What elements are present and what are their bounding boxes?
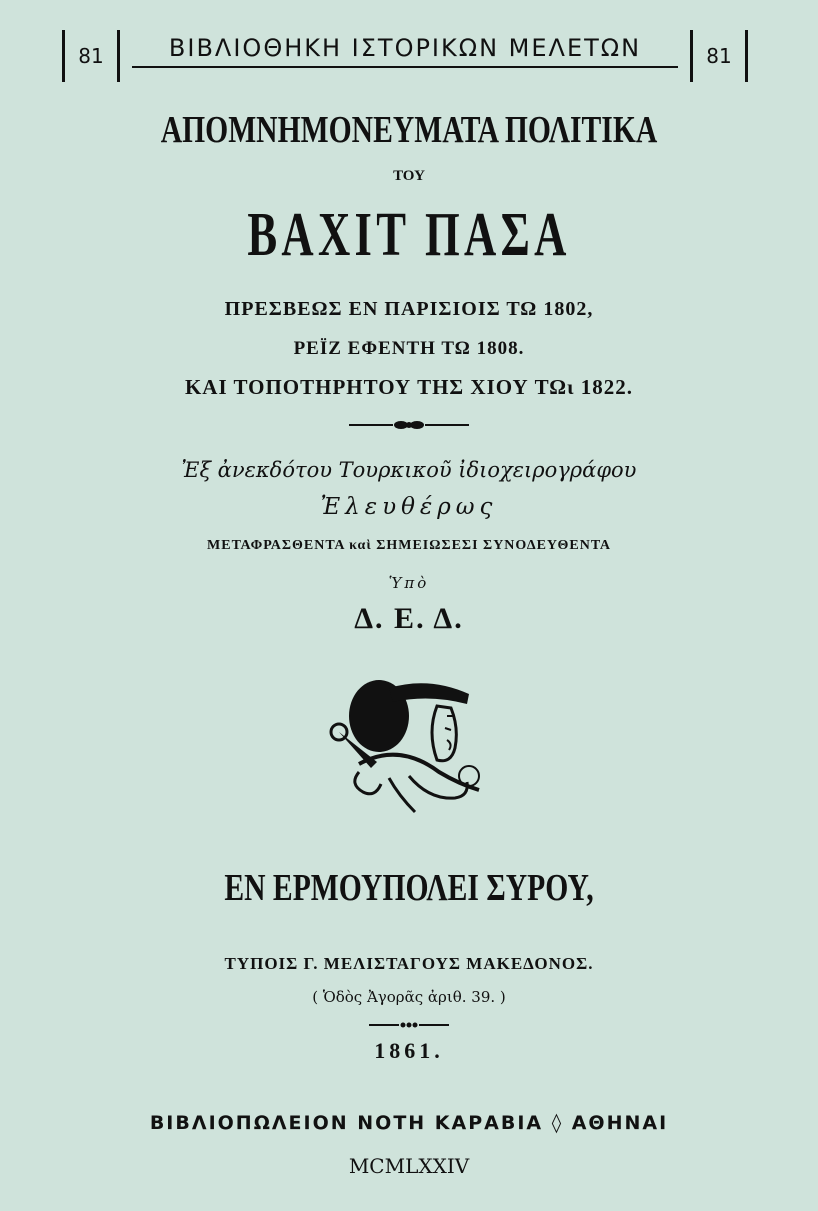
title-of: ΤΟΥ: [393, 168, 425, 184]
by-line: Ὑπὸ: [388, 574, 430, 592]
printer-address: ( Ὁδὸς Ἀγορᾶς ἀριθ. 39. ): [312, 988, 506, 1006]
publisher-name: ΒΙΒΛΙΟΠΩΛΕΙΟΝ ΝΟΤΗ ΚΑΡΑΒΙΑ ◊ ΑΘΗΝΑΙ: [149, 1112, 669, 1134]
main-title: ΑΠΟΜΝΗΜΟΝΕΥΜΑΤΑ ΠΟΛΙΤΙΚΑ: [160, 109, 658, 151]
ornament-divider-1: [0, 418, 818, 432]
helmet-ornament-icon: [319, 672, 499, 832]
volume-number-left: 81: [62, 30, 120, 82]
author-name: ΒΑΧΙΤ ΠΑΣΑ: [247, 201, 571, 269]
translated-line: ΜΕΤΑΦΡΑΣΘΕΝΤΑ καὶ ΣΗΜΕΙΩΣΕΣΙ ΣΥΝΟΔΕΥΘΕΝΤΑ: [207, 538, 611, 553]
series-title: ΒΙΒΛΙΟΘΗΚΗ ΙΣΤΟΡΙΚΩΝ ΜΕΛΕΤΩΝ: [168, 34, 642, 62]
translator-initials: Δ. Ε. Δ.: [354, 602, 464, 635]
position-line-3: ΚΑΙ ΤΟΠΟΤΗΡΗΤΟΥ ΤΗΣ ΧΙΟΥ ΤΩι 1822.: [184, 375, 634, 399]
header-rule: [132, 66, 678, 68]
place-of-printing: ΕΝ ΕΡΜΟΥΠΟΛΕΙ ΣΥΡΟΥ,: [224, 867, 594, 909]
series-header: [62, 30, 748, 84]
position-line-1: ΠΡΕΣΒΕΩΣ ΕΝ ΠΑΡΙΣΙΟΙΣ ΤΩ 1802,: [224, 298, 594, 320]
printer-line: ΤΥΠΟΙΣ Γ. ΜΕΛΙΣΤΑΓΟΥΣ ΜΑΚΕΔΟΝΟΣ.: [224, 954, 594, 973]
helmet-vignette: [0, 672, 818, 832]
original-year: 1861.: [374, 1038, 444, 1063]
publication-year-roman: MCMLXXIV: [348, 1154, 470, 1178]
ornament-divider-2: [0, 1020, 818, 1030]
volume-number-right: 81: [690, 30, 748, 82]
freely-line: Ἐλευθέρως: [320, 494, 498, 520]
source-line: Ἐξ ἀνεκδότου Τουρκικοῦ ἰδιοχειρογράφου: [181, 458, 637, 482]
position-line-2: ΡΕΪΖ ΕΦΕΝΤΗ ΤΩ 1808.: [293, 338, 525, 359]
